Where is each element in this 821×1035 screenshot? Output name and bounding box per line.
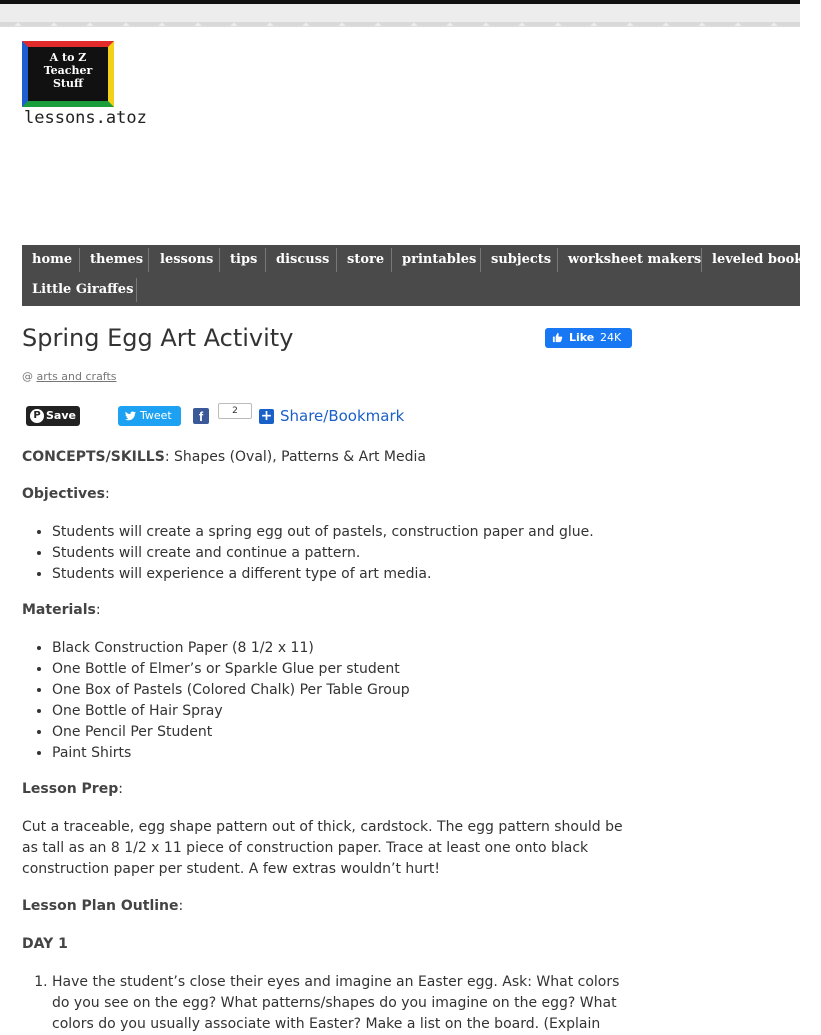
day1-heading bbox=[22, 934, 632, 955]
facebook-share-icon[interactable]: f bbox=[193, 408, 209, 424]
list-item: 1. Have the student’s close their eyes and imagine an Easter egg. Ask: What colors do you see on the egg? What patterns/shapes do you imagine on the egg? What colors do you usually associate with Easter? Make a list on the board. (Explain bbox=[52, 972, 632, 1035]
nav-worksheet-makers[interactable]: worksheet makers bbox=[568, 252, 702, 267]
nav-store[interactable]: store bbox=[347, 252, 385, 267]
nav-tips[interactable]: tips bbox=[230, 252, 258, 267]
concepts-text: : Shapes (Oval), Patterns & Art Media bbox=[164, 449, 426, 465]
category-prefix: @ bbox=[22, 370, 33, 383]
objectives-heading: Objectives: bbox=[22, 486, 110, 502]
twitter-bird-icon bbox=[125, 411, 136, 421]
outline-label: Lesson Plan Outline bbox=[22, 898, 179, 914]
logo-line-1: A to Z bbox=[49, 51, 87, 64]
facebook-like-button[interactable] bbox=[545, 328, 632, 348]
nav-separator bbox=[148, 248, 149, 272]
materials-label: Materials bbox=[22, 602, 96, 618]
tweet-label: Tweet bbox=[140, 409, 172, 422]
list-item: • One Bottle of Hair Spray bbox=[52, 701, 632, 722]
like-label: Like bbox=[569, 331, 595, 344]
nav-discuss[interactable]: discuss bbox=[276, 252, 330, 267]
list-item: • Students will experience a different type of art media. bbox=[52, 564, 632, 585]
facebook-share-count: 2 bbox=[218, 403, 252, 419]
chevron-pattern-banner bbox=[0, 4, 800, 27]
pinterest-icon: P bbox=[30, 409, 44, 423]
nav-home[interactable]: home bbox=[32, 252, 73, 267]
objectives-label: Objectives bbox=[22, 486, 105, 502]
site-logo[interactable] bbox=[22, 41, 114, 107]
materials-list bbox=[22, 638, 632, 764]
share-bookmark-link[interactable]: Share/Bookmark bbox=[280, 407, 405, 425]
logo-subtitle[interactable]: lessons.atoz bbox=[24, 108, 147, 128]
logo-text bbox=[28, 47, 108, 101]
day1-label: DAY 1 bbox=[22, 936, 68, 952]
nav-little-giraffes[interactable]: Little Giraffes bbox=[32, 282, 134, 297]
list-item: • One Bottle of Elmer’s or Sparkle Glue per student bbox=[52, 659, 632, 680]
list-item: • One Box of Pastels (Colored Chalk) Per Table Group bbox=[52, 680, 632, 701]
category-line bbox=[22, 370, 117, 383]
save-label: Save bbox=[46, 409, 76, 422]
nav-printables[interactable]: printables bbox=[402, 252, 477, 267]
objectives-list bbox=[22, 522, 632, 585]
pinterest-save-button[interactable] bbox=[26, 406, 80, 426]
category-link[interactable]: arts and crafts bbox=[36, 370, 117, 383]
thumbs-up-icon bbox=[552, 332, 563, 343]
list-item: • One Pencil Per Student bbox=[52, 722, 632, 743]
list-item: • Black Construction Paper (8 1/2 x 11) bbox=[52, 638, 632, 659]
nav-subjects[interactable]: subjects bbox=[491, 252, 552, 267]
share-plus-icon[interactable]: + bbox=[260, 408, 273, 424]
like-count: 24K bbox=[600, 331, 622, 344]
list-item: • Paint Shirts bbox=[52, 743, 632, 764]
tweet-button[interactable] bbox=[118, 406, 181, 426]
materials-heading: Materials: bbox=[22, 602, 101, 618]
page-title: Spring Egg Art Activity bbox=[22, 324, 294, 352]
list-item: • Students will create a spring egg out of pastels, construction paper and glue. bbox=[52, 522, 632, 543]
outline-heading: Lesson Plan Outline: bbox=[22, 898, 184, 914]
prep-label: Lesson Prep bbox=[22, 781, 119, 797]
concepts-paragraph bbox=[22, 447, 632, 468]
logo-line-3: Stuff bbox=[52, 77, 84, 90]
nav-themes[interactable]: themes bbox=[90, 252, 144, 267]
prep-heading: Lesson Prep: bbox=[22, 781, 123, 797]
prep-paragraph: Cut a traceable, egg shape pattern out of thick, cardstock. The egg pattern should be as tall as an 8 1/2 x 11 piece of construction paper. Trace at least one onto black construction paper per student. A few extras wouldn’t hurt! bbox=[22, 819, 623, 877]
nav-leveled-books[interactable]: leveled books bbox=[712, 252, 811, 267]
nav-lessons[interactable]: lessons bbox=[160, 252, 214, 267]
nav-separator bbox=[136, 278, 137, 302]
list-item: • Students will create and continue a pattern. bbox=[52, 543, 632, 564]
day1-steps bbox=[22, 972, 632, 1035]
logo-line-2: Teacher bbox=[43, 64, 93, 77]
main-nav bbox=[22, 245, 811, 306]
concepts-label: CONCEPTS/SKILLS bbox=[22, 449, 165, 465]
